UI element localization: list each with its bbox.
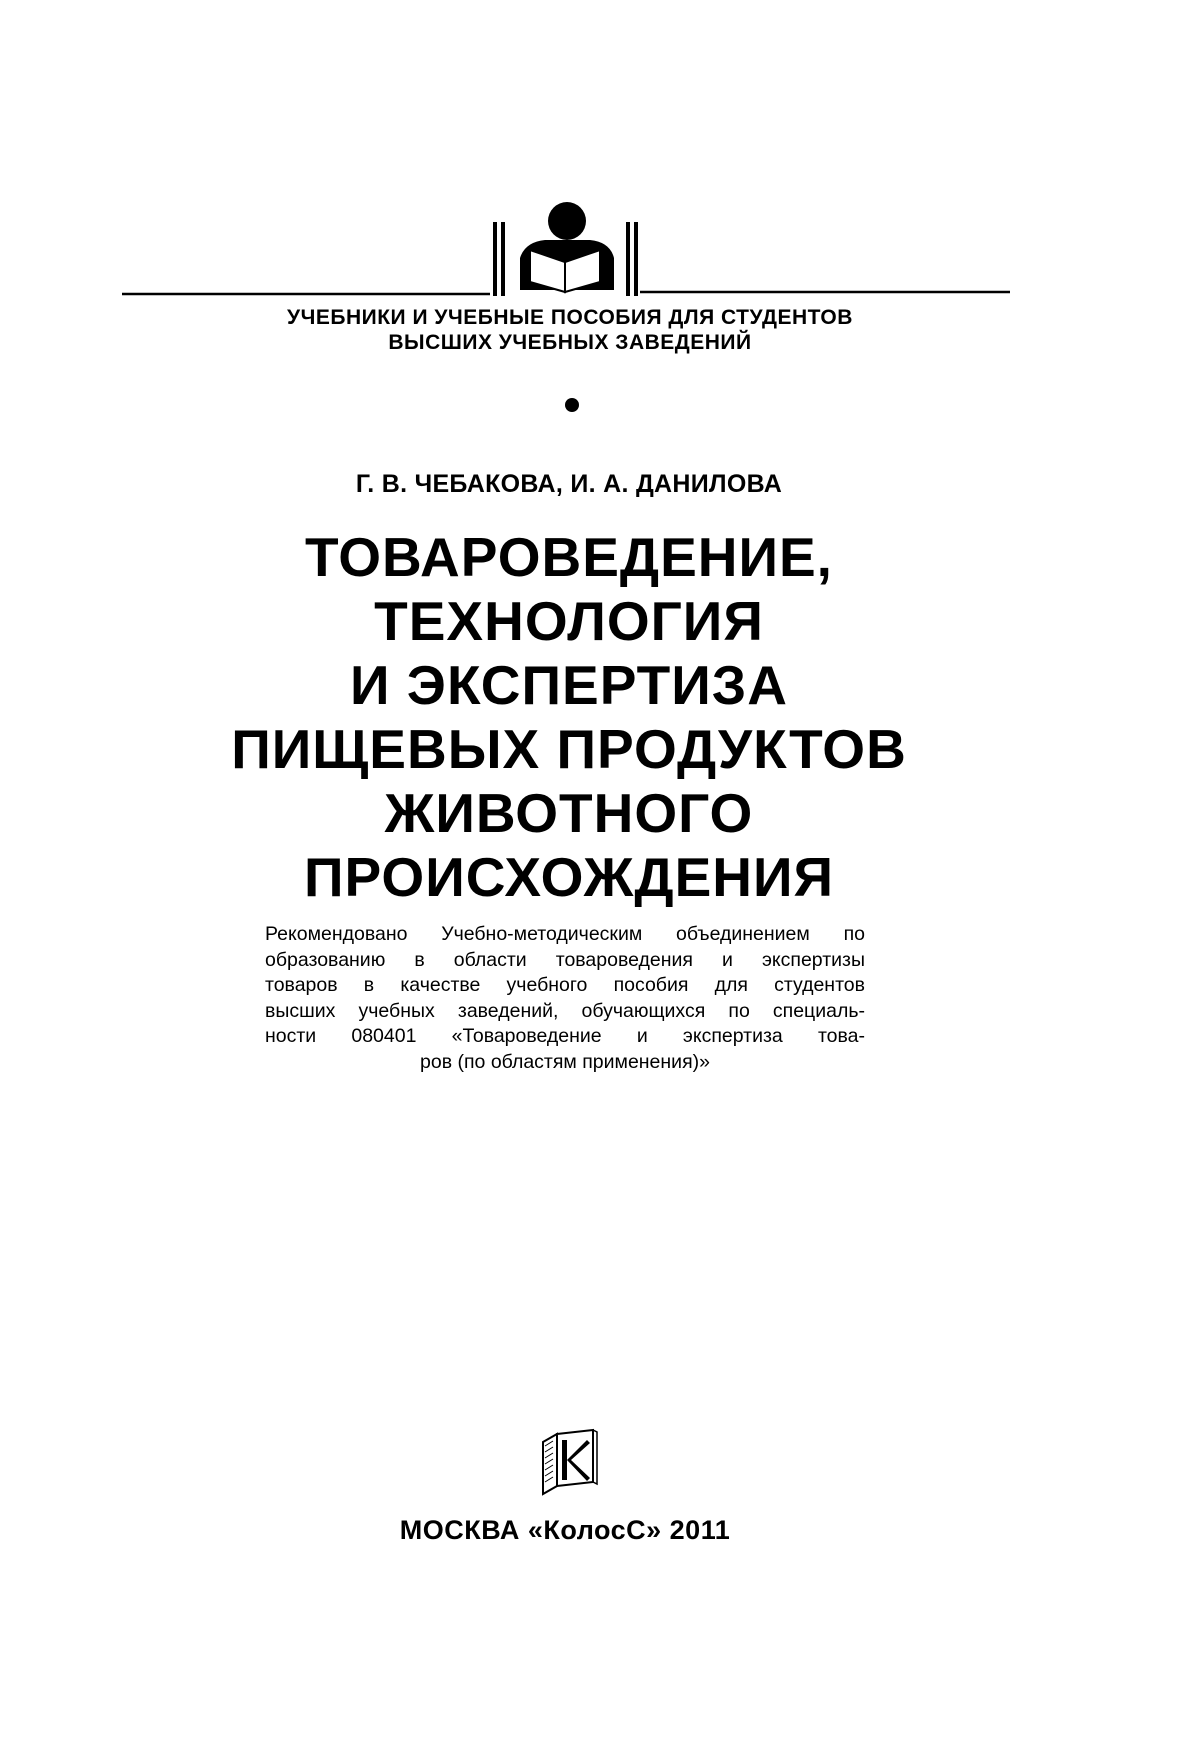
title-line: ТЕХНОЛОГИЯ (374, 590, 764, 652)
title-line: ПИЩЕВЫХ ПРОДУКТОВ (231, 718, 907, 780)
kolos-publisher-logo-icon (535, 1428, 605, 1503)
publisher-imprint: МОСКВА «КолосС» 2011 (399, 1515, 731, 1545)
series-line-1: УЧЕБНИКИ И УЧЕБНЫЕ ПОСОБИЯ ДЛЯ СТУДЕНТОВ (287, 306, 853, 329)
authors: Г. В. ЧЕБАКОВА, И. А. ДАНИЛОВА (355, 470, 783, 498)
title-line: ПРОИСХОЖДЕНИЯ (303, 846, 835, 908)
title-line: ЖИВОТНОГО (384, 782, 754, 844)
book-title (0, 525, 1138, 909)
recommendation-line: образованию в области товароведения и экспертизы (265, 948, 865, 971)
recommendation-line: товаров в качестве учебного пособия для студентов (265, 974, 865, 996)
recommendation-line: Рекомендовано Учебно-методическим объединением по (265, 923, 865, 945)
series-title (0, 305, 1140, 355)
series-header-rule (0, 0, 1200, 300)
recommendation-text (265, 922, 865, 1075)
reader-with-book-icon (493, 202, 638, 296)
recommendation-line: ности 080401 «Товароведение и экспертиза това- (265, 1025, 865, 1047)
title-line: ТОВАРОВЕДЕНИЕ, (305, 526, 833, 588)
bullet-separator (565, 398, 579, 412)
title-line: И ЭКСПЕРТИЗА (350, 654, 788, 716)
series-line-2: ВЫСШИХ УЧЕБНЫХ ЗАВЕДЕНИЙ (388, 331, 752, 354)
recommendation-line: ров (по областям применения)» (420, 1050, 710, 1073)
recommendation-line: высших учебных заведений, обучающихся по специаль- (265, 999, 865, 1022)
